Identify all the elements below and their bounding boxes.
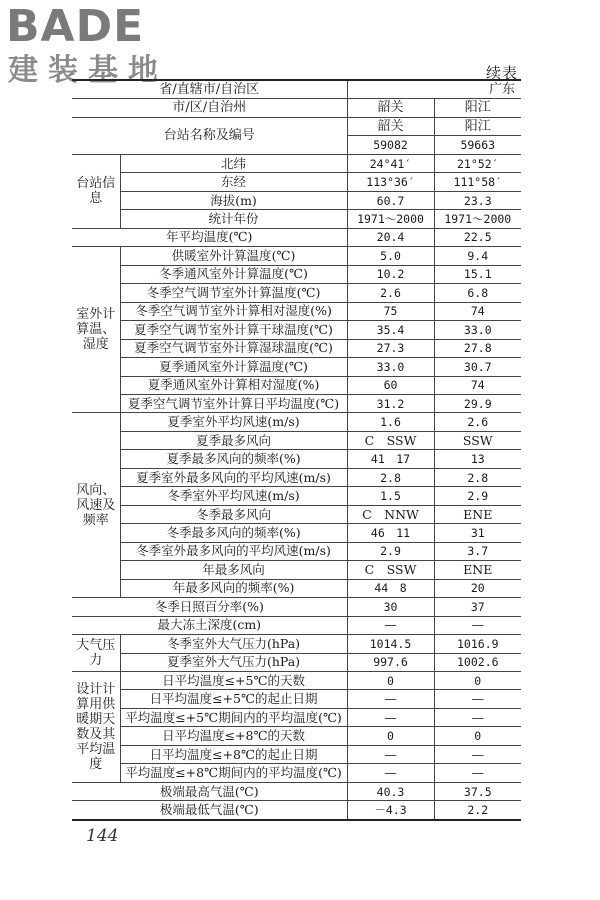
row-label: 年最多风向的频率(%) <box>120 579 347 597</box>
row-label: 夏季通风室外计算相对湿度(%) <box>120 376 347 394</box>
value-2: 0 <box>434 672 521 690</box>
table-row <box>72 210 521 228</box>
value-1: 20.4 <box>347 228 434 246</box>
table-row <box>72 745 521 763</box>
table-row <box>72 598 521 616</box>
table-row <box>72 468 521 486</box>
table-row <box>72 154 521 172</box>
value-2: 27.8 <box>434 339 521 357</box>
table-row <box>72 284 521 302</box>
value-1: 10.2 <box>347 265 434 283</box>
value-2: SSW <box>434 431 521 449</box>
value-2: 20 <box>434 579 521 597</box>
value-1: — <box>347 708 434 726</box>
value-1: C SSW <box>347 431 434 449</box>
table-row <box>72 339 521 357</box>
value-2: — <box>434 616 521 634</box>
row-label: 统计年份 <box>120 210 347 228</box>
value-1: C NNW <box>347 505 434 523</box>
row-label: 平均温度≤+5℃期间内的平均温度(℃) <box>120 708 347 726</box>
row-label: 日平均温度≤+5℃的天数 <box>120 672 347 690</box>
group-station-info: 台站信息 <box>72 154 120 228</box>
row-label: 夏季室外最多风向的平均风速(m/s) <box>120 468 347 486</box>
table-row <box>72 81 521 99</box>
value-1: 27.3 <box>347 339 434 357</box>
value-2: 111°58′ <box>434 173 521 191</box>
row-label: 冬季日照百分率(%) <box>72 598 347 616</box>
table-row <box>72 782 521 800</box>
value-1: 1.6 <box>347 413 434 431</box>
table-row <box>72 99 521 117</box>
station-code-1: 59082 <box>347 136 434 154</box>
row-label: 夏季最多风向 <box>120 431 347 449</box>
row-label: 平均温度≤+8℃期间内的平均温度(℃) <box>120 764 347 782</box>
row-label: 冬季最多风向的频率(%) <box>120 524 347 542</box>
row-label: 冬季空气调节室外计算相对湿度(%) <box>120 302 347 320</box>
table-row <box>72 579 521 597</box>
value-2: 2.9 <box>434 487 521 505</box>
value-2: 1002.6 <box>434 653 521 671</box>
row-label: 供暖室外计算温度(℃) <box>120 247 347 265</box>
row-label: 夏季室外大气压力(hPa) <box>120 653 347 671</box>
value-2: 33.0 <box>434 321 521 339</box>
table-row <box>72 394 521 412</box>
table-row <box>72 616 521 634</box>
value-2: — <box>434 745 521 763</box>
row-label: 冬季通风室外计算温度(℃) <box>120 265 347 283</box>
value-2: 22.5 <box>434 228 521 246</box>
value-2: 3.7 <box>434 542 521 560</box>
row-label: 夏季室外平均风速(m/s) <box>120 413 347 431</box>
table-row <box>72 653 521 671</box>
value-2: 0 <box>434 727 521 745</box>
row-label: 夏季空气调节室外计算湿球温度(℃) <box>120 339 347 357</box>
value-2: 1016.9 <box>434 635 521 653</box>
row-label: 冬季室外平均风速(m/s) <box>120 487 347 505</box>
table-row <box>72 191 521 209</box>
station-code-2: 59663 <box>434 136 521 154</box>
value-2: 6.8 <box>434 284 521 302</box>
value-1: 40.3 <box>347 782 434 800</box>
table-row <box>72 801 521 819</box>
row-label: 夏季空气调节室外计算干球温度(℃) <box>120 321 347 339</box>
row-label: 北纬 <box>120 154 347 172</box>
value-1: 44 8 <box>347 579 434 597</box>
value-2: 74 <box>434 376 521 394</box>
row-label: 夏季通风室外计算温度(℃) <box>120 358 347 376</box>
row-label: 年最多风向 <box>120 561 347 579</box>
row-label: 冬季最多风向 <box>120 505 347 523</box>
value-1: 31.2 <box>347 394 434 412</box>
group-pressure: 大气压力 <box>72 635 120 672</box>
group-wind: 风向、风速及频率 <box>72 413 120 598</box>
table-row <box>72 635 521 653</box>
table-row <box>72 690 521 708</box>
row-label: 日平均温度≤+5℃的起止日期 <box>120 690 347 708</box>
value-1: 46 11 <box>347 524 434 542</box>
row-label: 东经 <box>120 173 347 191</box>
value-2: 37.5 <box>434 782 521 800</box>
group-heating: 设计计算用供暖期天数及其平均温度 <box>72 672 120 783</box>
value-1: 1.5 <box>347 487 434 505</box>
table-row <box>72 413 521 431</box>
value-2: ENE <box>434 561 521 579</box>
value-2: 23.3 <box>434 191 521 209</box>
value-2: 2.8 <box>434 468 521 486</box>
value-1: 35.4 <box>347 321 434 339</box>
row-label: 夏季最多风向的频率(%) <box>120 450 347 468</box>
group-outdoor-calc: 室外计算温、湿度 <box>72 247 120 413</box>
table-row <box>72 487 521 505</box>
row-label: 冬季室外最多风向的平均风速(m/s) <box>120 542 347 560</box>
table-row <box>72 117 521 135</box>
table-row <box>72 173 521 191</box>
row-label: 夏季空气调节室外计算日平均温度(℃) <box>120 394 347 412</box>
climate-table <box>72 79 521 821</box>
table-row <box>72 561 521 579</box>
table-row <box>72 321 521 339</box>
station-name-2: 阳江 <box>434 117 521 135</box>
value-1: 5.0 <box>347 247 434 265</box>
value-1: — <box>347 764 434 782</box>
value-1: 24°41′ <box>347 154 434 172</box>
row-label: 冬季空气调节室外计算温度(℃) <box>120 284 347 302</box>
row-label: 最大冻土深度(cm) <box>72 616 347 634</box>
row-label: 日平均温度≤+8℃的天数 <box>120 727 347 745</box>
table-row <box>72 358 521 376</box>
station-label: 台站名称及编号 <box>72 117 347 154</box>
value-2: 1971～2000 <box>434 210 521 228</box>
value-1: — <box>347 690 434 708</box>
value-1: 41 17 <box>347 450 434 468</box>
value-1: — <box>347 745 434 763</box>
row-label: 海拔(m) <box>120 191 347 209</box>
value-2: 9.4 <box>434 247 521 265</box>
table-row <box>72 450 521 468</box>
table-row <box>72 265 521 283</box>
value-2: 13 <box>434 450 521 468</box>
table-row <box>72 524 521 542</box>
value-2: 30.7 <box>434 358 521 376</box>
value-1: 60.7 <box>347 191 434 209</box>
value-1: C SSW <box>347 561 434 579</box>
page-number: 144 <box>86 826 119 846</box>
value-1: 0 <box>347 672 434 690</box>
table-row <box>72 247 521 265</box>
continued-label: 续表 <box>485 64 518 82</box>
value-1: 1014.5 <box>347 635 434 653</box>
value-1: 2.6 <box>347 284 434 302</box>
value-2: 2.6 <box>434 413 521 431</box>
row-label: 年平均温度(℃) <box>72 228 347 246</box>
table-row <box>72 505 521 523</box>
table-row <box>72 672 521 690</box>
value-2: — <box>434 690 521 708</box>
value-2: 21°52′ <box>434 154 521 172</box>
value-1: — <box>347 616 434 634</box>
value-1: 0 <box>347 727 434 745</box>
row-label: 极端最低气温(℃) <box>72 801 347 819</box>
province-value: 广东 <box>347 81 521 99</box>
value-2: 15.1 <box>434 265 521 283</box>
row-label: 极端最高气温(℃) <box>72 782 347 800</box>
province-label: 省/直辖市/自治区 <box>72 81 347 99</box>
value-2: 2.2 <box>434 801 521 819</box>
value-1: 75 <box>347 302 434 320</box>
table-row <box>72 764 521 782</box>
table-row <box>72 542 521 560</box>
table-row <box>72 376 521 394</box>
table-row <box>72 302 521 320</box>
logo-wordmark: BADE <box>6 1 145 52</box>
station-name-1: 韶关 <box>347 117 434 135</box>
table-row <box>72 431 521 449</box>
value-1: 1971～2000 <box>347 210 434 228</box>
value-1: 33.0 <box>347 358 434 376</box>
city-2: 阳江 <box>434 99 521 117</box>
value-1: 2.9 <box>347 542 434 560</box>
value-2: 29.9 <box>434 394 521 412</box>
city-label: 市/区/自治州 <box>72 99 347 117</box>
value-1: 60 <box>347 376 434 394</box>
table-row <box>72 727 521 745</box>
value-2: 37 <box>434 598 521 616</box>
value-2: — <box>434 708 521 726</box>
value-1: 113°36′ <box>347 173 434 191</box>
value-2: ENE <box>434 505 521 523</box>
value-1: －4.3 <box>347 801 434 819</box>
value-1: 30 <box>347 598 434 616</box>
row-label: 日平均温度≤+8℃的起止日期 <box>120 745 347 763</box>
table-row <box>72 228 521 246</box>
value-2: 74 <box>434 302 521 320</box>
value-2: — <box>434 764 521 782</box>
value-1: 2.8 <box>347 468 434 486</box>
logo-subtitle: 建装基地 <box>8 53 168 88</box>
row-label: 冬季室外大气压力(hPa) <box>120 635 347 653</box>
table-row <box>72 708 521 726</box>
city-1: 韶关 <box>347 99 434 117</box>
value-2: 31 <box>434 524 521 542</box>
value-1: 997.6 <box>347 653 434 671</box>
